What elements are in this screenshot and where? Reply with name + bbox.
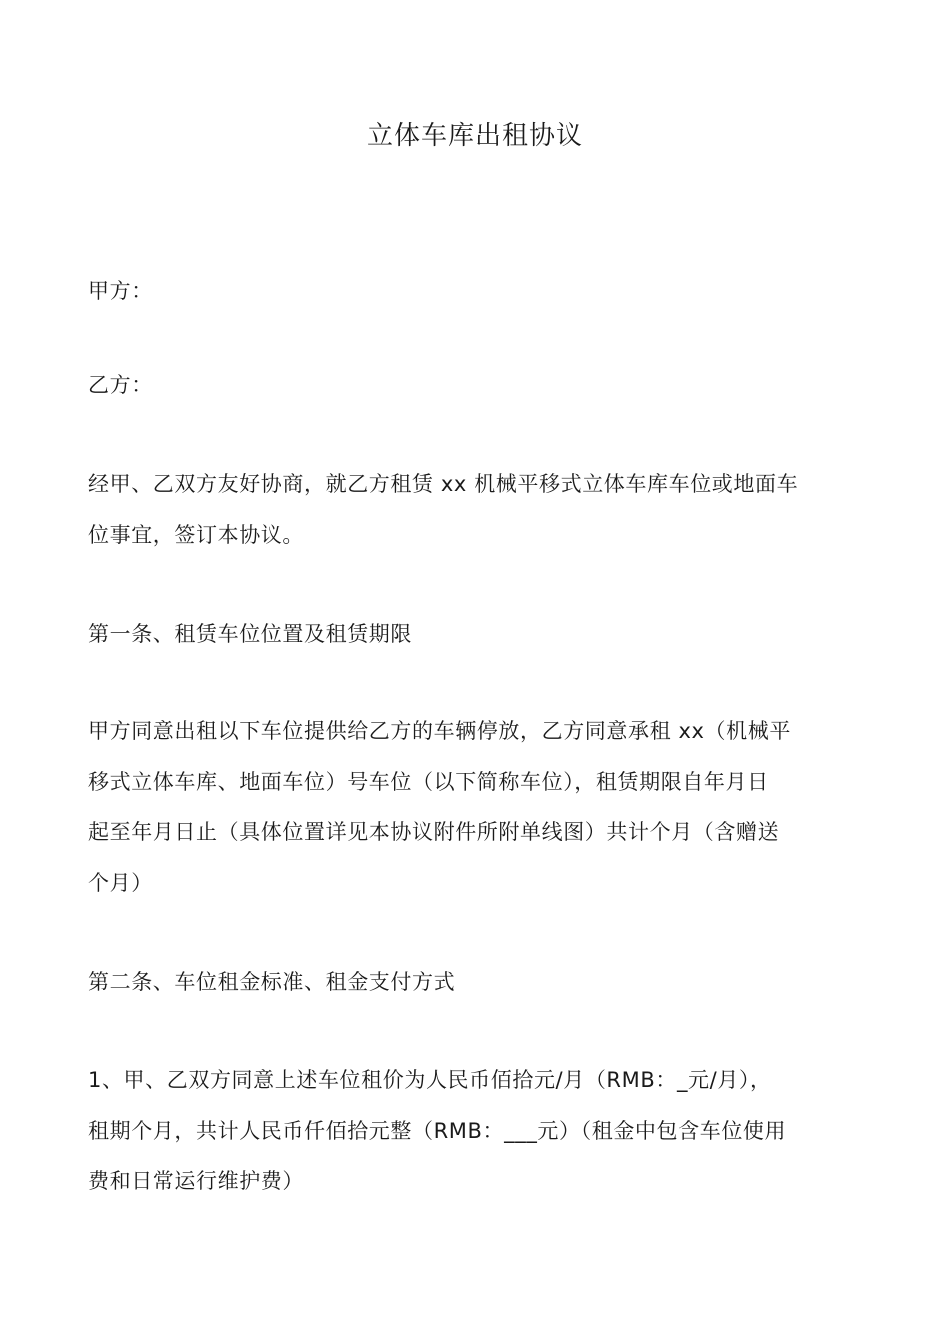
article1-line: 起至年月日止（具体位置详见本协议附件所附单线图）共计个月（含赠送 — [88, 820, 780, 844]
intro-line: 位事宜，签订本协议。 — [88, 522, 304, 547]
party-a-label: 甲方： — [88, 279, 153, 303]
article1-line: 甲方同意出租以下车位提供给乙方的车辆停放，乙方同意承租 xx（机械平 — [88, 719, 791, 743]
party-b-label: 乙方： — [88, 373, 153, 397]
article2-item1-line: 1、甲、乙双方同意上述车位租价为人民币佰拾元/月（RMB：_元/月）， — [88, 1068, 772, 1092]
article2-heading: 第二条、车位租金标准、租金支付方式 — [88, 970, 456, 994]
intro-line: 经甲、乙双方友好协商，就乙方租赁 xx 机械平移式立体车库车位或地面车 — [88, 472, 799, 496]
article2-item1-line: 租期个月，共计人民币仟佰拾元整（RMB：___元）（租金中包含车位使用 — [88, 1118, 787, 1143]
document-title: 立体车库出租协议 — [366, 121, 583, 151]
article1-line: 个月） — [88, 870, 153, 895]
intro-paragraph — [88, 459, 868, 560]
article1-body — [88, 706, 868, 908]
article1-heading: 第一条、租赁车位位置及租赁期限 — [88, 622, 412, 646]
article2-item1-line: 费和日常运行维护费） — [88, 1169, 304, 1193]
article2-item1 — [88, 1055, 868, 1207]
article1-line: 移式立体车库、地面车位）号车位（以下简称车位），租赁期限自年月日 — [88, 769, 769, 794]
